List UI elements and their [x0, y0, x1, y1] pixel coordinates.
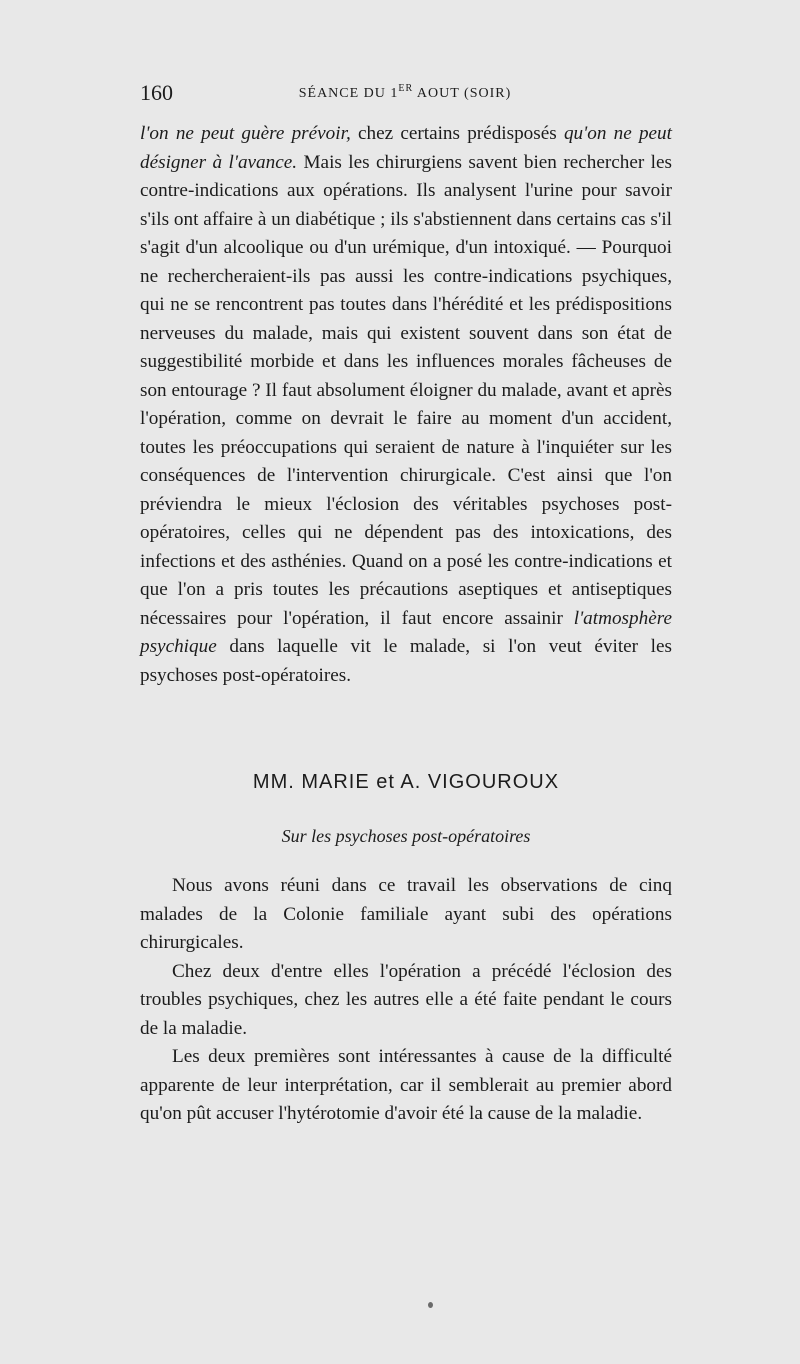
running-head-title-tail: AOUT (SOIR) — [413, 86, 512, 101]
section-title: Sur les psychoses post-opératoires — [281, 826, 531, 846]
page-number: 160 — [140, 80, 173, 105]
running-head-title-sup: ER — [398, 83, 414, 94]
italic-phrase: l'on ne peut guère prévoir, — [140, 123, 351, 144]
paragraph: Chez deux d'entre elles l'opération a précédé l'éclosion des troubles psychiques, chez les autres elle a été faite pendant le cours de la maladie. — [140, 960, 672, 1039]
paragraph-text: Mais les chirurgiens savent bien rechercher les contre-indications aux opérations. Ils analysent l'urine pour savoir s'ils ont affaire à un diabétique ; ils s'abstiennent dans certains cas s'il s'agit d'un alcoolique ou d'un urémique, d'un intoxiqué. — Pourquoi ne rechercheraient-ils pas aussi les contre-indications psychiques, qui ne se rencontrent pas toutes dans l'hérédité et les prédispositions nerveuses du malade, mais qui existent souvent dans son état de suggestibilité morbide et dans les influences morales fâcheuses de son entourage ? Il faut absolument éloigner du malade, avant et après l'opération, comme on devrait le faire au moment d'un accident, toutes les préoccupations qui seraient de nature à l'inquiéter sur les conséquences de l'intervention chirurgicale. C'est ainsi que l'on préviendra le mieux l'éclosion des véritables psychoses post-opératoires, celles qui ne dépendent pas des intoxications, des infections et des asthénies. Quand on a posé les contre-indications et que l'on a pris toutes les précautions aseptiques et antiseptiques nécessaires pour l'opération, il faut encore assainir — [140, 151, 672, 629]
paragraph: Les deux premières sont intéressantes à cause de la difficulté apparente de leur interprétation, car il semblerait au premier abord qu'on pût accuser l'hytérotomie d'avoir été la cause de la maladie. — [140, 1046, 672, 1124]
page-body — [140, 120, 672, 1129]
running-head — [140, 80, 670, 104]
ink-speck — [428, 1302, 433, 1308]
italic-phrase: l'atmosphère psychique — [140, 607, 672, 657]
paragraph-text: dans laquelle vit le malade, si l'on veut éviter les psychoses post-opératoires. — [140, 636, 672, 686]
running-head-title-main: SÉANCE DU 1 — [298, 86, 399, 101]
paragraph: Nous avons réuni dans ce travail les observations de cinq malades de la Colonie familiale ayant subi des opérations chirurgicales. — [140, 875, 672, 953]
running-head-title — [140, 83, 670, 102]
paragraph-text: chez certains prédisposés — [350, 123, 564, 144]
continued-paragraph — [140, 120, 672, 690]
italic-phrase: qu'on ne peut désigner à l'avance. — [140, 123, 672, 173]
section-authors: MM. MARIE et A. VIGOUROUX — [252, 771, 560, 793]
